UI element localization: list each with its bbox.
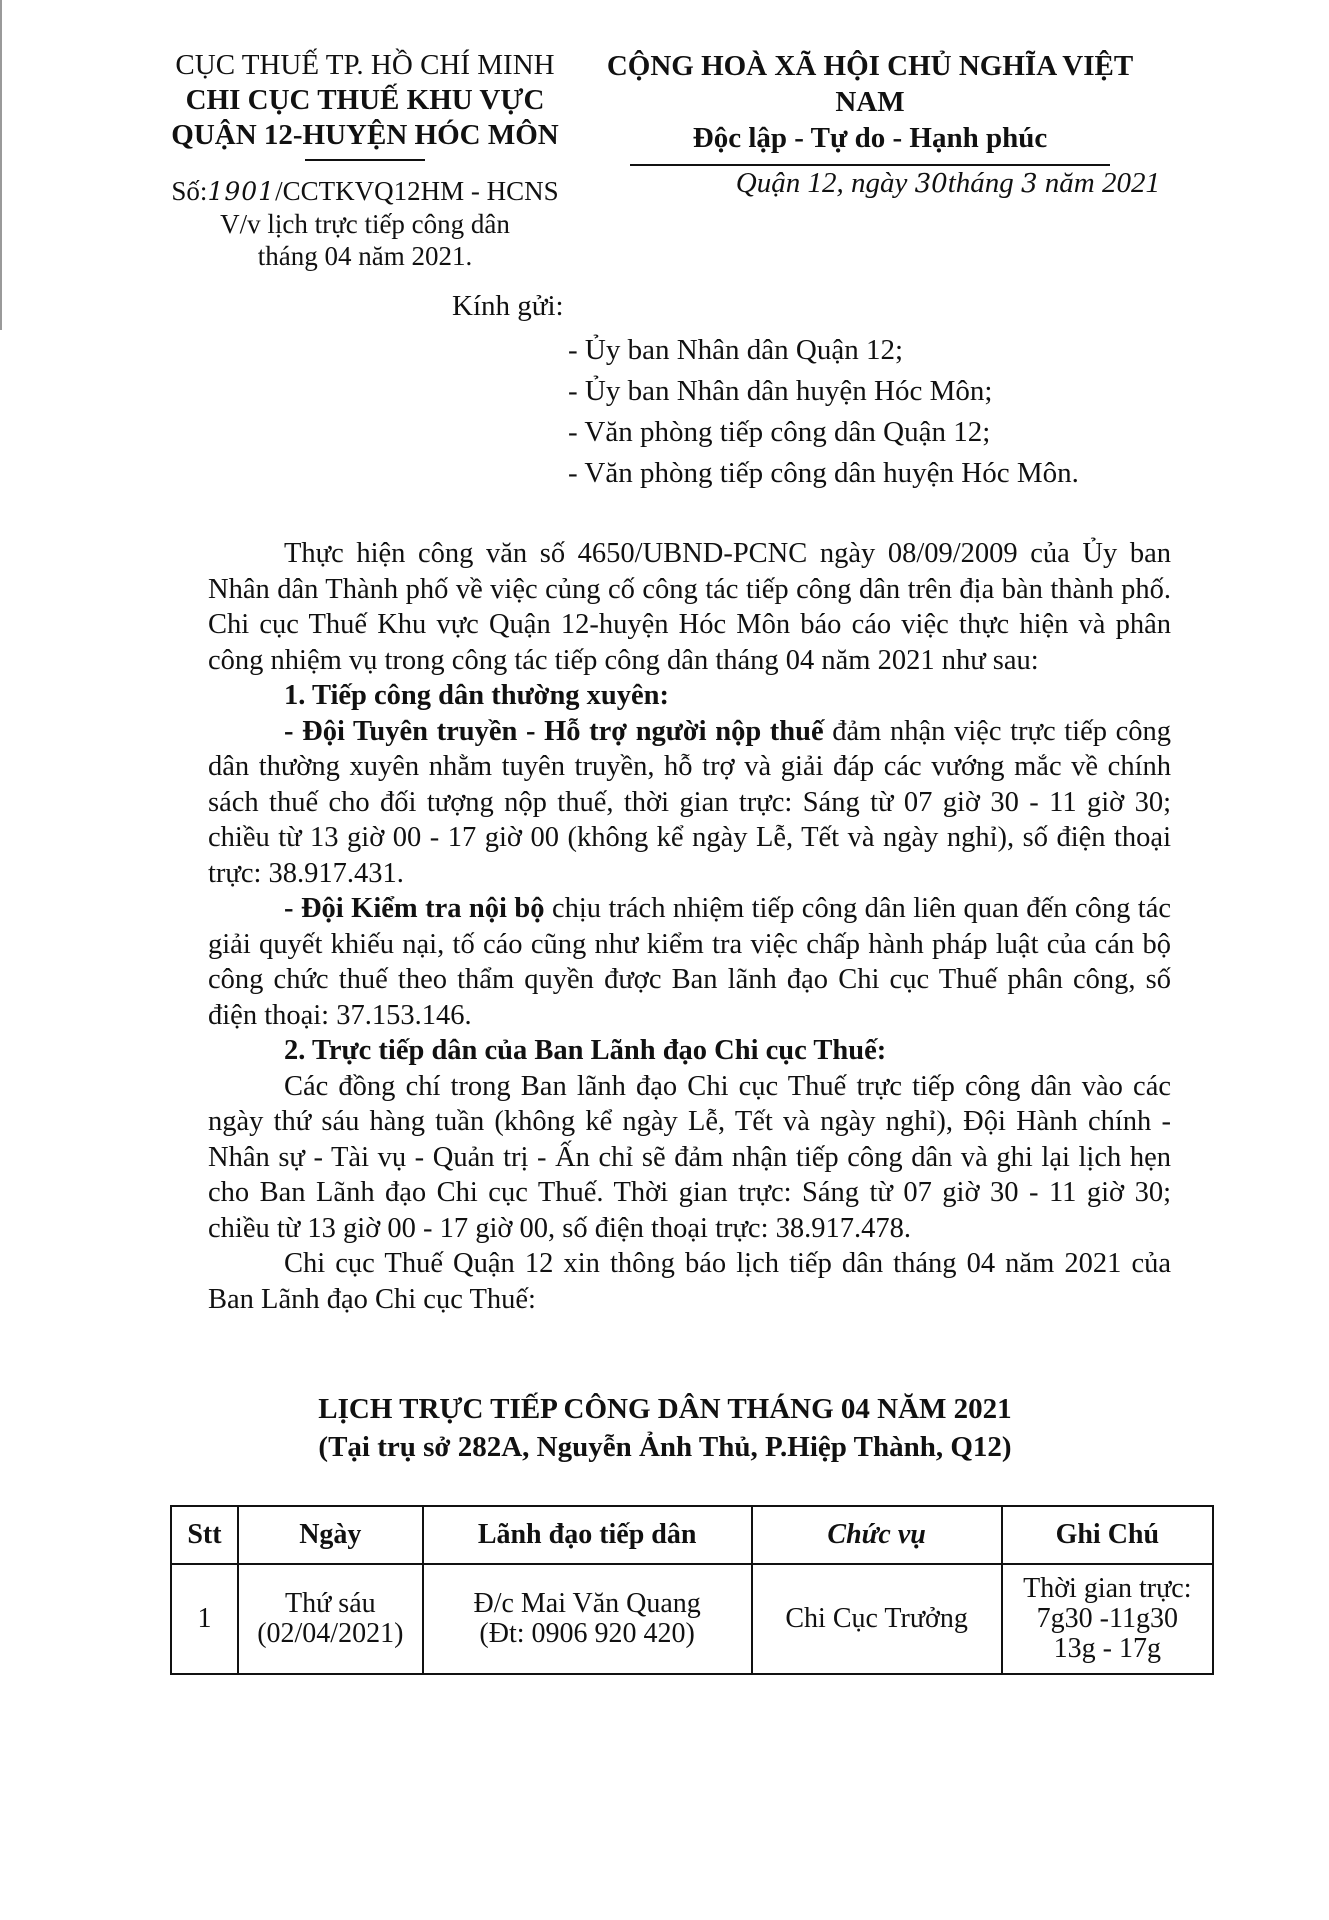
- country-name: CỘNG HOÀ XÃ HỘI CHỦ NGHĨA VIỆT NAM: [606, 50, 1134, 118]
- header-position: Chức vụ: [752, 1506, 1002, 1564]
- handwritten-month: 3: [1021, 169, 1038, 199]
- document-date: Quận 12, ngày 30tháng 3 năm 2021: [735, 167, 1160, 199]
- header-note: Ghi Chú: [1002, 1506, 1213, 1564]
- motto-underline: [630, 164, 1110, 166]
- schedule-title: LỊCH TRỰC TIẾP CÔNG DÂN THÁNG 04 NĂM 2021: [318, 1393, 1012, 1425]
- agency-parent: CỤC THUẾ TP. HỒ CHÍ MINH: [175, 49, 555, 81]
- cell-note: Thời gian trực: 7g30 -11g30 13g - 17g: [1002, 1564, 1213, 1674]
- section-2-paragraph-1: Các đồng chí trong Ban lãnh đạo Chi cục Thuế trực tiếp công dân vào các ngày thứ sáu hàng tuần (không kể ngày Lễ, Tết và ngày nghỉ), Đội Hành chính - Nhân sự - Tài vụ - Quản trị - Ấn chỉ sẽ đảm nhận tiếp công dân và ghi lại lịch hẹn cho Ban Lãnh đạo Chi cục Thuế. Thời gian trực: Sáng từ 07 giờ 30 - 11 giờ 30; chiều từ 13 giờ 00 - 17 giờ 00, số điện thoại trực: 38.917.478.: [208, 1070, 1171, 1244]
- cell-date: Thứ sáu (02/04/2021): [238, 1564, 423, 1674]
- recipient-item: - Ủy ban Nhân dân huyện Hóc Môn;: [568, 375, 993, 407]
- greeting: Kính gửi:: [452, 290, 564, 322]
- table-header-row: [171, 1506, 1213, 1564]
- header-leader: Lãnh đạo tiếp dân: [423, 1506, 752, 1564]
- reference-number: Số:1901/CCTKVQ12HM - HCNS: [171, 176, 559, 206]
- agency-district: QUẬN 12-HUYỆN HÓC MÔN: [171, 119, 559, 151]
- cell-stt: 1: [171, 1564, 238, 1674]
- handwritten-day: 30: [914, 169, 948, 199]
- subject-line-1: V/v lịch trực tiếp công dân: [220, 209, 510, 239]
- cell-leader: Đ/c Mai Văn Quang (Đt: 0906 920 420): [423, 1564, 752, 1674]
- agency-block: [160, 48, 570, 272]
- recipient-item: - Ủy ban Nhân dân Quận 12;: [568, 334, 904, 366]
- header-date: Ngày: [238, 1506, 423, 1564]
- recipient-list: [568, 330, 1079, 494]
- cell-position: Chi Cục Trưởng: [752, 1564, 1002, 1674]
- schedule-table: [170, 1505, 1214, 1675]
- section-2-title: 2. Trực tiếp dân của Ban Lãnh đạo Chi cục Thuế:: [284, 1035, 887, 1066]
- recipient-item: - Văn phòng tiếp công dân huyện Hóc Môn.: [568, 457, 1079, 489]
- body-text: [208, 536, 1171, 1317]
- intro-paragraph: Thực hiện công văn số 4650/UBND-PCNC ngày 08/09/2009 của Ủy ban Nhân dân Thành phố về việc củng cố công tác tiếp công dân trên địa bàn thành phố. Chi cục Thuế Khu vực Quận 12-huyện Hóc Môn báo cáo việc thực hiện và phân công nhiệm vụ trong công tác tiếp công dân tháng 04 năm 2021 như sau:: [208, 538, 1171, 676]
- table-row: [171, 1564, 1213, 1674]
- section-2-paragraph-2: Chi cục Thuế Quận 12 xin thông báo lịch tiếp dân tháng 04 năm 2021 của Ban Lãnh đạo Chi cục Thuế:: [208, 1248, 1171, 1315]
- agency-name: CHI CỤC THUẾ KHU VỰC: [185, 84, 545, 116]
- section-1-paragraph-2: - Đội Kiểm tra nội bộ chịu trách nhiệm tiếp công dân liên quan đến công tác giải quyết khiếu nại, tố cáo cũng như kiểm tra việc chấp hành pháp luật của cán bộ công chức thuế theo thẩm quyền được Ban lãnh đạo Chi cục Thuế phân công, số điện thoại: 37.153.146.: [208, 893, 1171, 1031]
- section-1-paragraph-1: - Đội Tuyên truyền - Hỗ trợ người nộp thuế đảm nhận việc trực tiếp công dân thường xuyên nhằm tuyên truyền, hỗ trợ và giải đáp các vướng mắc về chính sách thuế cho đối tượng nộp thuế, thời gian trực: Sáng từ 07 giờ 30 - 11 giờ 30; chiều từ 13 giờ 00 - 17 giờ 00 (không kể ngày Lễ, Tết và ngày nghỉ), số điện thoại trực: 38.917.431.: [208, 715, 1172, 889]
- schedule-subtitle: (Tại trụ sở 282A, Nguyễn Ảnh Thủ, P.Hiệp Thành, Q12): [318, 1431, 1012, 1463]
- handwritten-ref-number: 1901: [207, 177, 276, 206]
- motto: Độc lập - Tự do - Hạnh phúc: [692, 122, 1048, 154]
- subject-line-2: tháng 04 năm 2021.: [257, 241, 473, 271]
- scan-edge: [0, 0, 2, 330]
- section-1-title: 1. Tiếp công dân thường xuyên:: [284, 680, 670, 711]
- agency-underline: [305, 159, 425, 161]
- national-header: [580, 48, 1160, 166]
- schedule-heading: [160, 1390, 1170, 1466]
- header-stt: Stt: [171, 1506, 238, 1564]
- recipient-item: - Văn phòng tiếp công dân Quận 12;: [568, 416, 991, 448]
